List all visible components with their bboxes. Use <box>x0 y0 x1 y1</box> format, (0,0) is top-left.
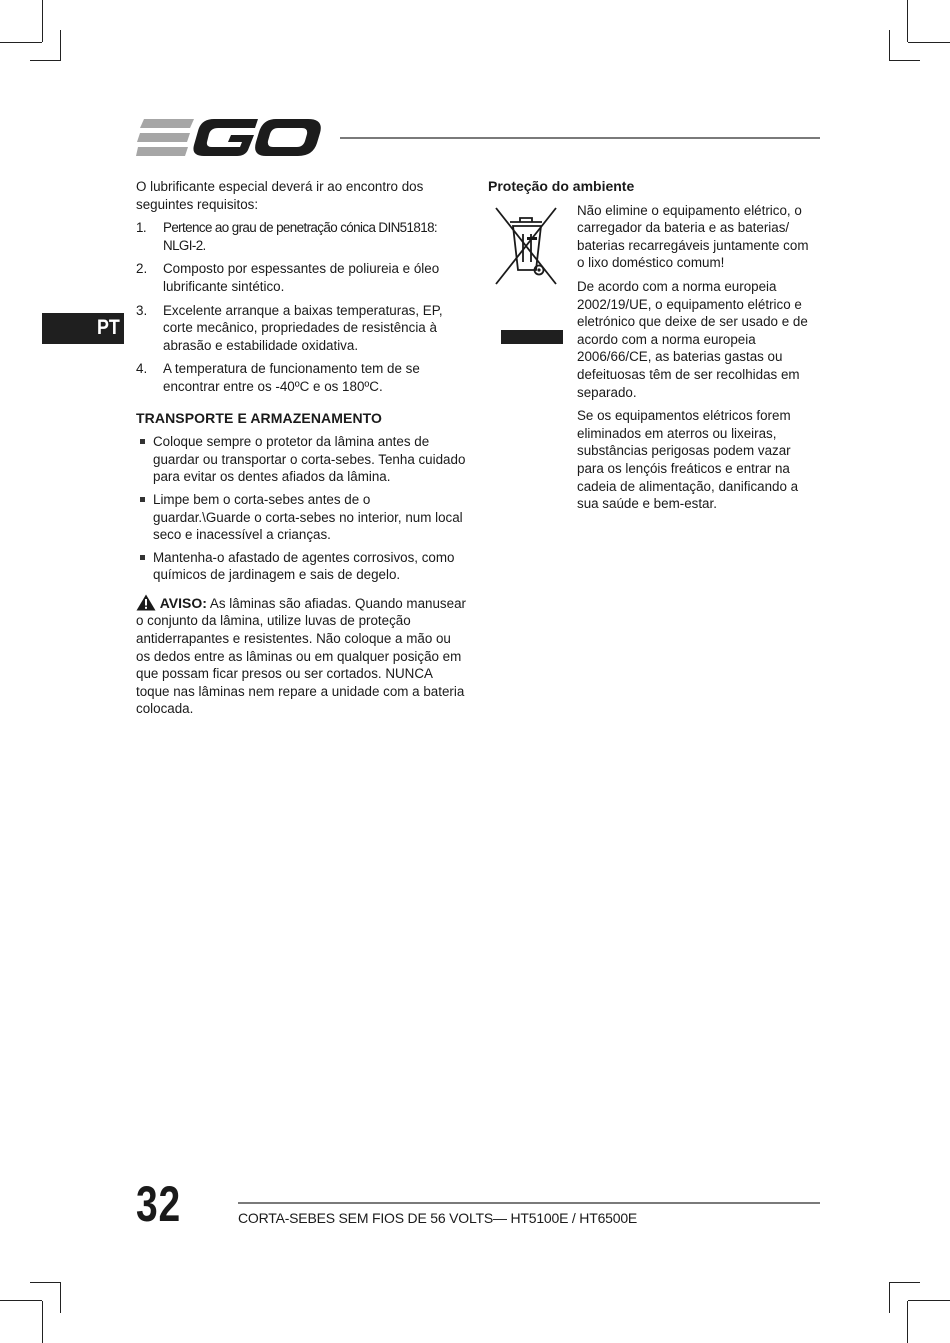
transport-heading: TRANSPORTE E ARMAZENAMENTO <box>136 409 383 426</box>
crop-mark-bottom-right-h2 <box>908 1300 950 1301</box>
list-text: Excelente arranque a baixas temperaturas, EP, corte mecânico, propriedades de resistência à abrasão e estabilidade oxidativa. <box>163 302 443 353</box>
bullet-icon <box>140 439 145 444</box>
crop-mark-bottom-left-v2 <box>42 1301 43 1343</box>
lubricant-intro: O lubrificante especial deverá ir ao encontro dos seguintes requisitos: <box>136 179 424 212</box>
environment-text <box>577 202 818 513</box>
crop-mark-top-left-v2 <box>42 0 43 42</box>
list-item <box>136 433 466 486</box>
list-text: Coloque sempre o protetor da lâmina antes de guardar ou transportar o corta-sebes. Tenha cuidado para evitar os dentes afiados da lâmina. <box>153 434 466 485</box>
crop-mark-top-right-v <box>889 30 890 60</box>
list-item <box>136 491 466 544</box>
left-column <box>136 178 466 718</box>
header-rule <box>340 137 820 139</box>
page-number: 32 <box>136 1176 181 1232</box>
bin-underline-bar <box>501 330 563 344</box>
crop-mark-top-left-v <box>60 30 61 60</box>
warning-paragraph <box>136 594 466 718</box>
warning-label: AVISO: <box>159 594 207 611</box>
crop-mark-bottom-right-v2 <box>907 1301 908 1343</box>
ego-logo <box>136 116 322 160</box>
language-tab-label: PT <box>97 316 120 339</box>
crop-mark-bottom-right-h <box>889 1282 920 1283</box>
crop-mark-top-left-h <box>30 60 61 61</box>
list-item <box>136 549 466 584</box>
crop-mark-top-right-h2 <box>908 42 950 43</box>
footer-product-line: CORTA-SEBES SEM FIOS DE 56 VOLTS— HT5100E / HT6500E <box>238 1210 638 1226</box>
list-number: 3. <box>136 302 148 318</box>
environment-section <box>488 202 818 513</box>
environment-heading: Proteção do ambiente <box>488 178 635 194</box>
list-item <box>136 302 466 355</box>
list-item <box>136 219 466 254</box>
list-text: Limpe bem o corta-sebes antes de o guardar.\Guarde o corta-sebes no interior, num local seco e inacessível a crianças. <box>153 491 463 543</box>
crop-mark-bottom-left-v <box>60 1283 61 1313</box>
crop-mark-top-right-h <box>889 60 920 61</box>
crop-mark-top-left-h2 <box>0 42 42 43</box>
list-text: Mantenha-o afastado de agentes corrosivos, como químicos de jardinagem e sais de degelo. <box>153 549 455 583</box>
language-tab <box>42 313 124 344</box>
list-item <box>136 360 466 395</box>
bullet-icon <box>140 555 145 560</box>
list-number: 4. <box>136 361 148 377</box>
right-column <box>488 178 818 519</box>
requirements-list <box>136 219 466 395</box>
crop-mark-bottom-right-v <box>889 1283 890 1313</box>
list-text: Pertence ao grau de penetração cónica DIN51818: NLGI-2. <box>163 220 438 253</box>
environment-paragraph: Se os equipamentos elétricos forem eliminados em aterros ou lixeiras, substâncias perigosas podem vazar para os lençóis freáticos e entrar na cadeia de alimentação, danificando a sua saúde e bem-estar. <box>577 408 799 512</box>
environment-paragraph: Não elimine o equipamento elétrico, o carregador da bateria e as baterias/ baterias recarregáveis juntamente com o lixo doméstico comum! <box>577 202 809 271</box>
bullet-icon <box>140 497 145 502</box>
crop-mark-top-right-v2 <box>907 0 908 42</box>
environment-paragraph: De acordo com a norma europeia 2002/19/UE, o equipamento elétrico e eletrónico que deixe de ser usado e de acordo com a norma europeia 2006/66/CE, as baterias gastas ou defeituosas têm de ser recolhidas em separado. <box>577 278 808 400</box>
list-item <box>136 260 466 295</box>
crop-mark-bottom-left-h <box>30 1282 61 1283</box>
warning-triangle-icon <box>136 594 156 611</box>
crop-mark-bottom-left-h2 <box>0 1300 42 1301</box>
footer-rule <box>238 1202 820 1204</box>
list-text: Composto por espessantes de poliureia e óleo lubrificante sintético. <box>163 261 440 294</box>
warning-text: As lâminas são afiadas. Quando manusear o conjunto da lâmina, utilize luvas de proteção antiderrapantes e resistentes. Não coloque a mão ou os dedos entre as lâminas ou em qualquer posição em que possam ficar presos ou ser cortados. NUNCA toque nas lâminas nem repare a unidade com a bateria colocada. <box>136 595 466 717</box>
list-text: A temperatura de funcionamento tem de se encontrar entre os -40ºC e os 180ºC. <box>163 361 420 394</box>
crossed-out-bin-icon <box>494 204 558 286</box>
transport-list <box>136 433 466 584</box>
list-number: 2. <box>136 261 148 277</box>
list-number: 1. <box>136 220 146 236</box>
